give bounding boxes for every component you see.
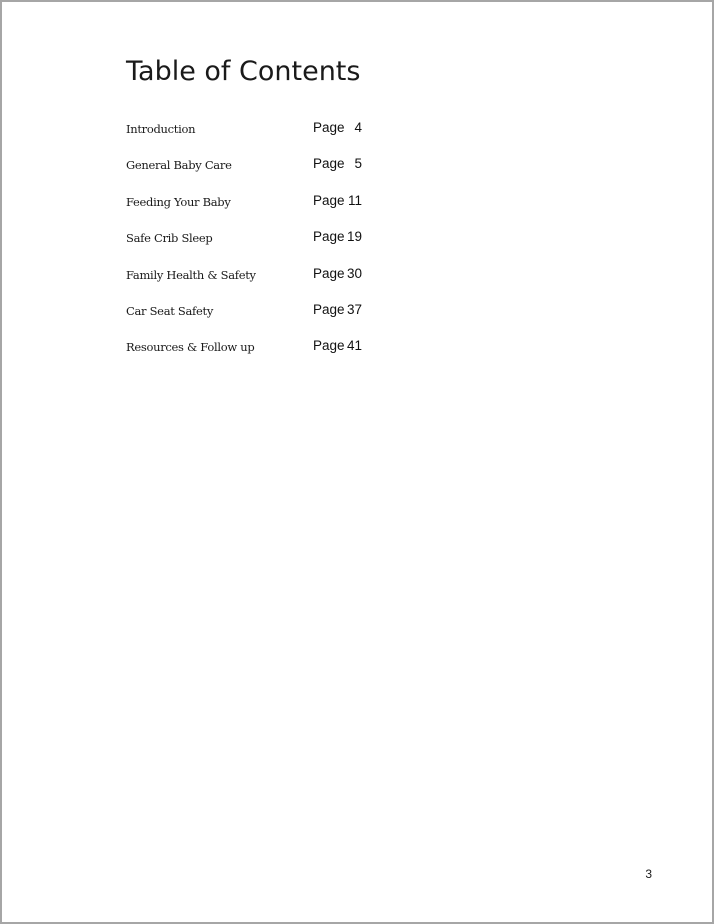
toc-entry[interactable] [126, 155, 386, 191]
toc-entry[interactable] [126, 265, 386, 301]
toc-entry[interactable] [126, 228, 386, 264]
toc-page-label: Page [313, 120, 345, 135]
toc-section-title: Resources & Follow up [126, 340, 255, 355]
toc-page-number: 37 [346, 301, 362, 317]
toc-page-label: Page [313, 156, 345, 172]
toc-section-title: Car Seat Safety [126, 303, 214, 318]
toc-page-number: 4 [354, 120, 362, 135]
toc-entry[interactable] [126, 337, 386, 373]
toc-page-number: 5 [354, 156, 362, 172]
toc-list [126, 119, 386, 374]
toc-page-number: 41 [346, 338, 362, 354]
toc-section-title: Family Health & Safety [126, 267, 256, 282]
page-title: Table of Contents [126, 56, 361, 87]
toc-section-title: Introduction [126, 122, 196, 136]
toc-entry[interactable] [126, 119, 386, 155]
toc-page-label: Page [313, 229, 345, 245]
toc-page-number: 19 [346, 229, 362, 245]
page-number: 3 [645, 867, 652, 881]
toc-page-label: Page [313, 265, 345, 281]
toc-page-label: Page [313, 192, 345, 208]
toc-entry[interactable] [126, 192, 386, 228]
toc-page-label: Page [313, 338, 345, 354]
toc-section-title: Feeding Your Baby [126, 194, 231, 209]
toc-section-title: General Baby Care [126, 158, 232, 173]
toc-page-number: 30 [346, 265, 362, 281]
toc-entry[interactable] [126, 301, 386, 337]
toc-page-number: 11 [347, 192, 362, 208]
toc-section-title: Safe Crib Sleep [126, 231, 213, 246]
toc-page-label: Page [313, 301, 345, 317]
